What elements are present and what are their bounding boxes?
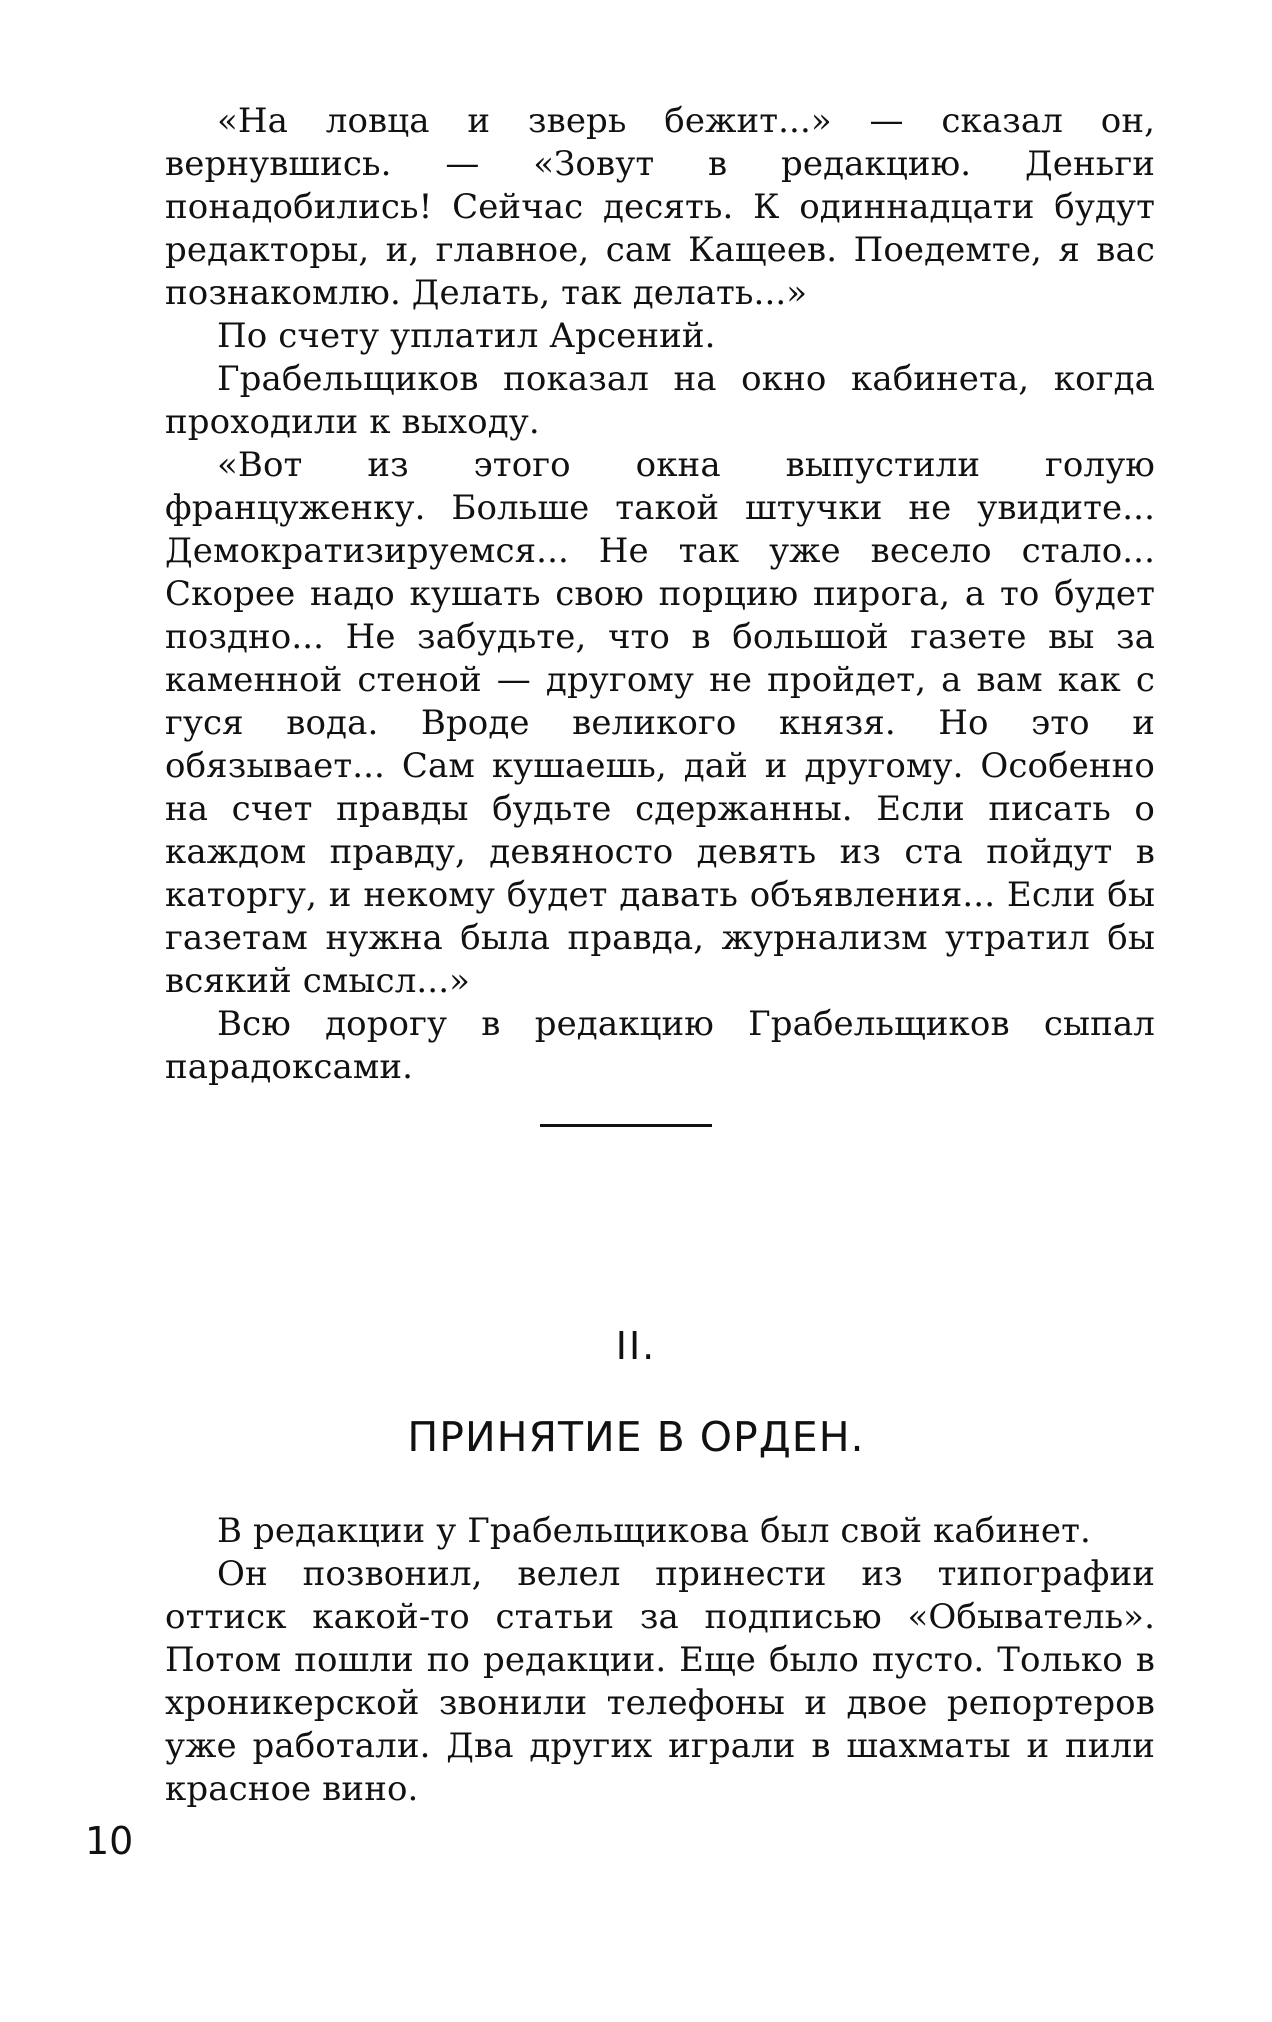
chapter-start-text xyxy=(165,1510,1155,1811)
paragraph: Он позвонил, велел принести из типографии оттиск какой-то статьи за подписью «Обыватель». Потом пошли по редакции. Еще было пусто. Только в хроникерской звонили телефоны и двое репортеров уже работали. Два других играли в шахматы и пили красное вино. xyxy=(165,1554,1155,1809)
chapter-number: II. xyxy=(615,1324,657,1368)
chapter-title: ПРИНЯТИЕ В ОРДЕН. xyxy=(407,1413,865,1461)
page-number: 10 xyxy=(85,1819,134,1863)
paragraph: По счету уплатил Арсений. xyxy=(217,316,716,356)
paragraph: «На ловца и зверь бежит...» — сказал он, вернувшись. — «Зовут в редакцию. Деньги понадобились! Сейчас десять. К одиннадцати будут редакторы, и, главное, сам Кащеев. Поедемте, я вас познакомлю. Делать, так делать...» xyxy=(165,101,1155,313)
paragraph: В редакции у Грабельщикова был свой кабинет. xyxy=(217,1511,1091,1551)
paragraph: Всю дорогу в редакцию Грабельщиков сыпал парадоксами. xyxy=(165,1004,1155,1087)
section-divider xyxy=(540,1124,712,1127)
paragraph: «Вот из этого окна выпустили голую француженку. Больше такой штучки не увидите... Демократизируемся... Не так уже весело стало... Скорее надо кушать свою порцию пирога, а то будет поздно... Не забудьте, что в большой газете вы за каменной стеной — другому не пройдет, а вам как с гуся вода. Вроде великого князя. Но это и обязывает... Сам кушаешь, дай и другому. Особенно на счет правды будьте сдержанны. Если писать о каждом правду, девяносто девять из ста пойдут в каторгу, и некому будет давать объявления... Если бы газетам нужна была правда, журнализм утратил бы всякий смысл...» xyxy=(165,445,1155,1001)
chapter-end-text xyxy=(165,100,1155,1089)
paragraph: Грабельщиков показал на окно кабинета, когда проходили к выходу. xyxy=(165,359,1155,442)
